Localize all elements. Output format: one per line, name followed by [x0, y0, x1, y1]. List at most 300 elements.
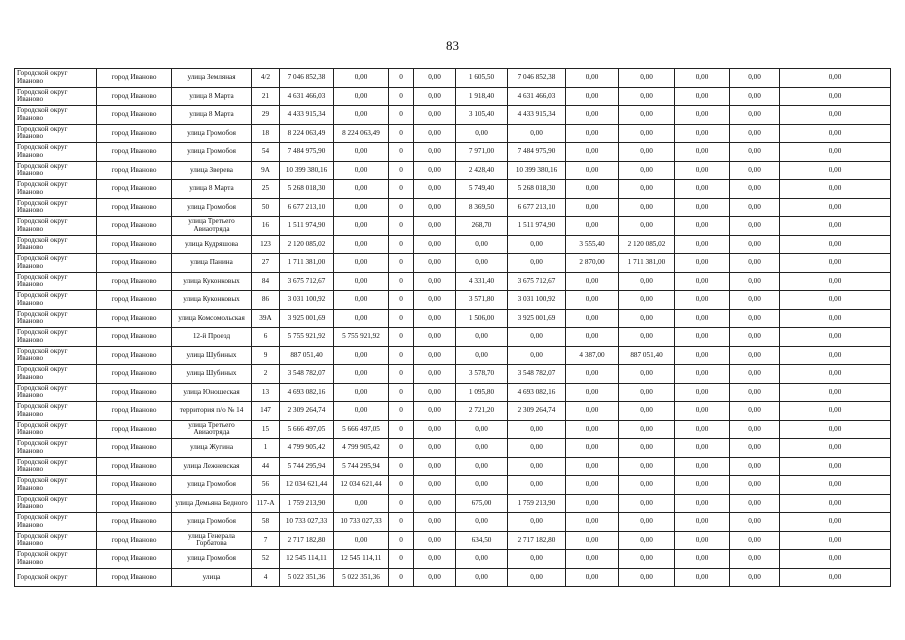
cell-street: улица Громобоя	[172, 550, 252, 569]
cell-cost-g: 0,00	[780, 291, 891, 310]
table-row	[15, 383, 891, 402]
cell-cost-d: 0,00	[619, 272, 675, 291]
cell-total-cost: 3 925 001,69	[280, 309, 334, 328]
cell-cost-e: 0,00	[675, 87, 730, 106]
cell-cost-f: 0,00	[730, 309, 780, 328]
cell-total-cost: 5 666 497,05	[280, 420, 334, 439]
cell-area-d: 0,00	[566, 272, 619, 291]
cell-cost-e: 0,00	[675, 365, 730, 384]
cell-area-c: 0,00	[456, 550, 508, 569]
cell-house-number: 1	[252, 439, 280, 458]
cell-street: улица Шубиных	[172, 346, 252, 365]
cell-cost-d: 0,00	[619, 568, 675, 587]
cell-cost-b: 0,00	[414, 309, 456, 328]
cell-municipality: Городской округ Иваново	[15, 476, 97, 495]
cell-street: улица Громобоя	[172, 124, 252, 143]
cell-cost-f: 0,00	[730, 124, 780, 143]
cell-area-c: 0,00	[456, 457, 508, 476]
cell-municipality: Городской округ Иваново	[15, 124, 97, 143]
cell-cost-b: 0,00	[414, 420, 456, 439]
cell-street: улица Громобоя	[172, 143, 252, 162]
cell-house-number: 4/2	[252, 69, 280, 88]
cell-settlement: город Иваново	[97, 568, 172, 587]
cell-area-c: 1 918,40	[456, 87, 508, 106]
cell-total-cost: 4 433 915,34	[280, 106, 334, 125]
cell-settlement: город Иваново	[97, 180, 172, 199]
cell-cost-g: 0,00	[780, 420, 891, 439]
table-row	[15, 87, 891, 106]
cell-count-a: 0	[389, 568, 414, 587]
cell-area-d: 0,00	[566, 439, 619, 458]
cell-cost-a: 0,00	[334, 309, 389, 328]
cell-municipality: Городской округ Иваново	[15, 420, 97, 439]
cell-total-cost: 8 224 063,49	[280, 124, 334, 143]
cell-cost-e: 0,00	[675, 272, 730, 291]
cell-cost-b: 0,00	[414, 383, 456, 402]
cell-cost-a: 0,00	[334, 365, 389, 384]
cell-cost-c: 0,00	[508, 457, 566, 476]
cell-count-a: 0	[389, 291, 414, 310]
cell-cost-g: 0,00	[780, 439, 891, 458]
cell-area-d: 0,00	[566, 457, 619, 476]
cell-cost-g: 0,00	[780, 272, 891, 291]
cell-cost-a: 0,00	[334, 254, 389, 273]
cell-count-a: 0	[389, 494, 414, 513]
cell-area-d: 0,00	[566, 291, 619, 310]
cell-cost-f: 0,00	[730, 476, 780, 495]
cell-count-a: 0	[389, 531, 414, 550]
cell-cost-f: 0,00	[730, 180, 780, 199]
cell-cost-c: 4 693 082,16	[508, 383, 566, 402]
cell-cost-e: 0,00	[675, 161, 730, 180]
cell-cost-c: 2 717 182,80	[508, 531, 566, 550]
cell-cost-e: 0,00	[675, 402, 730, 421]
cell-cost-g: 0,00	[780, 87, 891, 106]
cell-count-a: 0	[389, 420, 414, 439]
cell-cost-g: 0,00	[780, 457, 891, 476]
cell-cost-e: 0,00	[675, 346, 730, 365]
table-row	[15, 291, 891, 310]
cell-municipality: Городской округ Иваново	[15, 402, 97, 421]
cell-municipality: Городской округ Иваново	[15, 328, 97, 347]
cell-cost-c: 4 433 915,34	[508, 106, 566, 125]
cell-cost-c: 0,00	[508, 235, 566, 254]
cell-house-number: 44	[252, 457, 280, 476]
cell-count-a: 0	[389, 309, 414, 328]
cell-cost-g: 0,00	[780, 309, 891, 328]
cell-street: улица Земляная	[172, 69, 252, 88]
cell-street: улица Куконковых	[172, 272, 252, 291]
cell-area-c: 3 571,80	[456, 291, 508, 310]
cell-cost-b: 0,00	[414, 254, 456, 273]
cell-cost-d: 0,00	[619, 198, 675, 217]
cell-cost-d: 0,00	[619, 161, 675, 180]
cell-municipality: Городской округ	[15, 568, 97, 587]
cell-area-d: 0,00	[566, 568, 619, 587]
cell-municipality: Городской округ Иваново	[15, 383, 97, 402]
table-row	[15, 180, 891, 199]
cell-area-c: 634,50	[456, 531, 508, 550]
cell-cost-g: 0,00	[780, 143, 891, 162]
cell-total-cost: 12 034 621,44	[280, 476, 334, 495]
cell-count-a: 0	[389, 550, 414, 569]
cell-cost-d: 0,00	[619, 402, 675, 421]
cell-count-a: 0	[389, 180, 414, 199]
cell-cost-e: 0,00	[675, 383, 730, 402]
cell-cost-c: 2 309 264,74	[508, 402, 566, 421]
cell-area-d: 0,00	[566, 69, 619, 88]
cell-count-a: 0	[389, 476, 414, 495]
cell-total-cost: 1 511 974,90	[280, 217, 334, 236]
cell-area-d: 0,00	[566, 531, 619, 550]
cell-street: улица Громобоя	[172, 476, 252, 495]
table-row	[15, 69, 891, 88]
cell-cost-g: 0,00	[780, 383, 891, 402]
cell-municipality: Городской округ Иваново	[15, 180, 97, 199]
cell-cost-e: 0,00	[675, 180, 730, 199]
cell-street: улица Громобоя	[172, 513, 252, 532]
cell-street: улица	[172, 568, 252, 587]
cell-cost-e: 0,00	[675, 494, 730, 513]
cell-area-c: 0,00	[456, 328, 508, 347]
cell-street: улица Жугина	[172, 439, 252, 458]
cell-cost-e: 0,00	[675, 217, 730, 236]
cell-cost-f: 0,00	[730, 328, 780, 347]
cell-settlement: город Иваново	[97, 106, 172, 125]
cell-area-c: 8 369,50	[456, 198, 508, 217]
table-row	[15, 420, 891, 439]
cell-house-number: 13	[252, 383, 280, 402]
cell-municipality: Городской округ Иваново	[15, 235, 97, 254]
cell-cost-e: 0,00	[675, 457, 730, 476]
cell-cost-b: 0,00	[414, 143, 456, 162]
cell-area-c: 0,00	[456, 420, 508, 439]
cell-cost-f: 0,00	[730, 365, 780, 384]
cell-cost-a: 0,00	[334, 161, 389, 180]
cell-area-d: 0,00	[566, 420, 619, 439]
cell-cost-d: 0,00	[619, 420, 675, 439]
cell-cost-b: 0,00	[414, 568, 456, 587]
cell-house-number: 39А	[252, 309, 280, 328]
cell-cost-a: 8 224 063,49	[334, 124, 389, 143]
cell-settlement: город Иваново	[97, 143, 172, 162]
cell-cost-b: 0,00	[414, 106, 456, 125]
cell-cost-f: 0,00	[730, 457, 780, 476]
cell-area-d: 0,00	[566, 180, 619, 199]
cell-settlement: город Иваново	[97, 420, 172, 439]
cell-street: улица Куконковых	[172, 291, 252, 310]
cell-area-d: 0,00	[566, 309, 619, 328]
table-row	[15, 217, 891, 236]
cell-house-number: 9А	[252, 161, 280, 180]
cell-cost-e: 0,00	[675, 531, 730, 550]
cell-total-cost: 10 733 027,33	[280, 513, 334, 532]
cell-cost-a: 5 666 497,05	[334, 420, 389, 439]
cell-settlement: город Иваново	[97, 531, 172, 550]
cell-street: 12-й Проезд	[172, 328, 252, 347]
cell-cost-f: 0,00	[730, 420, 780, 439]
cell-cost-f: 0,00	[730, 550, 780, 569]
cell-total-cost: 4 799 905,42	[280, 439, 334, 458]
cell-count-a: 0	[389, 254, 414, 273]
cell-house-number: 58	[252, 513, 280, 532]
cell-settlement: город Иваново	[97, 198, 172, 217]
cell-total-cost: 12 545 114,11	[280, 550, 334, 569]
cell-total-cost: 7 484 975,90	[280, 143, 334, 162]
cell-count-a: 0	[389, 106, 414, 125]
cell-municipality: Городской округ Иваново	[15, 254, 97, 273]
cell-house-number: 84	[252, 272, 280, 291]
cell-house-number: 7	[252, 531, 280, 550]
cell-cost-g: 0,00	[780, 568, 891, 587]
cell-cost-d: 0,00	[619, 513, 675, 532]
table-row	[15, 106, 891, 125]
cell-house-number: 16	[252, 217, 280, 236]
cell-street: улица Панина	[172, 254, 252, 273]
cell-settlement: город Иваново	[97, 309, 172, 328]
cell-cost-f: 0,00	[730, 235, 780, 254]
cell-cost-c: 7 046 852,38	[508, 69, 566, 88]
cell-cost-g: 0,00	[780, 217, 891, 236]
cell-cost-e: 0,00	[675, 254, 730, 273]
cell-total-cost: 5 268 018,30	[280, 180, 334, 199]
cell-area-c: 0,00	[456, 476, 508, 495]
cell-area-c: 0,00	[456, 124, 508, 143]
cell-count-a: 0	[389, 346, 414, 365]
cell-area-d: 0,00	[566, 383, 619, 402]
cell-cost-f: 0,00	[730, 161, 780, 180]
cell-area-c: 0,00	[456, 346, 508, 365]
cell-settlement: город Иваново	[97, 365, 172, 384]
cell-count-a: 0	[389, 513, 414, 532]
cell-house-number: 50	[252, 198, 280, 217]
cell-house-number: 18	[252, 124, 280, 143]
cell-cost-f: 0,00	[730, 531, 780, 550]
table-row	[15, 513, 891, 532]
cell-area-d: 4 387,00	[566, 346, 619, 365]
cell-area-d: 0,00	[566, 217, 619, 236]
cell-settlement: город Иваново	[97, 272, 172, 291]
cell-area-c: 0,00	[456, 568, 508, 587]
table-row	[15, 531, 891, 550]
cell-area-c: 0,00	[456, 254, 508, 273]
table-row	[15, 143, 891, 162]
cell-settlement: город Иваново	[97, 457, 172, 476]
cell-count-a: 0	[389, 439, 414, 458]
cell-cost-e: 0,00	[675, 328, 730, 347]
cell-settlement: город Иваново	[97, 476, 172, 495]
table-row	[15, 365, 891, 384]
cell-area-d: 0,00	[566, 328, 619, 347]
cell-cost-b: 0,00	[414, 198, 456, 217]
table-row	[15, 476, 891, 495]
cell-cost-a: 5 744 295,94	[334, 457, 389, 476]
cell-cost-b: 0,00	[414, 513, 456, 532]
cell-area-c: 0,00	[456, 235, 508, 254]
cell-cost-c: 0,00	[508, 254, 566, 273]
cell-cost-c: 1 759 213,90	[508, 494, 566, 513]
cell-cost-e: 0,00	[675, 309, 730, 328]
cell-count-a: 0	[389, 457, 414, 476]
cell-cost-d: 0,00	[619, 383, 675, 402]
cell-area-d: 0,00	[566, 198, 619, 217]
cell-street: улица Шубиных	[172, 365, 252, 384]
table-row	[15, 235, 891, 254]
cell-count-a: 0	[389, 272, 414, 291]
cell-street: территория п/о № 14	[172, 402, 252, 421]
cell-street: улица Зверева	[172, 161, 252, 180]
cell-cost-e: 0,00	[675, 69, 730, 88]
cell-cost-b: 0,00	[414, 87, 456, 106]
cell-cost-d: 0,00	[619, 87, 675, 106]
cell-count-a: 0	[389, 402, 414, 421]
cell-house-number: 123	[252, 235, 280, 254]
cell-cost-c: 0,00	[508, 124, 566, 143]
cell-street: улица Лежневская	[172, 457, 252, 476]
cell-street: улица Громобоя	[172, 198, 252, 217]
cell-area-c: 3 105,40	[456, 106, 508, 125]
cell-total-cost: 10 399 380,16	[280, 161, 334, 180]
cell-house-number: 86	[252, 291, 280, 310]
cell-total-cost: 5 755 921,92	[280, 328, 334, 347]
table-row	[15, 309, 891, 328]
cell-municipality: Городской округ Иваново	[15, 161, 97, 180]
cell-cost-a: 5 022 351,36	[334, 568, 389, 587]
cell-cost-c: 0,00	[508, 346, 566, 365]
table-row	[15, 568, 891, 587]
cell-area-c: 2 428,40	[456, 161, 508, 180]
cell-cost-f: 0,00	[730, 69, 780, 88]
cell-cost-c: 0,00	[508, 513, 566, 532]
cell-cost-a: 0,00	[334, 494, 389, 513]
cell-cost-c: 0,00	[508, 476, 566, 495]
cell-house-number: 15	[252, 420, 280, 439]
cell-cost-b: 0,00	[414, 180, 456, 199]
cell-cost-b: 0,00	[414, 476, 456, 495]
cell-cost-e: 0,00	[675, 235, 730, 254]
cell-cost-f: 0,00	[730, 439, 780, 458]
table-body	[15, 69, 891, 587]
cell-area-d: 0,00	[566, 513, 619, 532]
cell-count-a: 0	[389, 365, 414, 384]
cell-cost-d: 0,00	[619, 124, 675, 143]
table-row	[15, 254, 891, 273]
cell-cost-d: 0,00	[619, 550, 675, 569]
table-row	[15, 346, 891, 365]
table-row	[15, 457, 891, 476]
cell-cost-b: 0,00	[414, 235, 456, 254]
cell-cost-d: 0,00	[619, 494, 675, 513]
cell-cost-g: 0,00	[780, 476, 891, 495]
cell-settlement: город Иваново	[97, 217, 172, 236]
cell-total-cost: 2 717 182,80	[280, 531, 334, 550]
cell-cost-g: 0,00	[780, 69, 891, 88]
cell-area-d: 0,00	[566, 106, 619, 125]
cell-cost-c: 0,00	[508, 568, 566, 587]
cell-area-d: 2 870,00	[566, 254, 619, 273]
cell-municipality: Городской округ Иваново	[15, 531, 97, 550]
cell-count-a: 0	[389, 217, 414, 236]
page-number: 83	[446, 38, 459, 53]
cell-area-c: 268,70	[456, 217, 508, 236]
cell-area-d: 0,00	[566, 124, 619, 143]
cell-municipality: Городской округ Иваново	[15, 272, 97, 291]
cell-cost-d: 0,00	[619, 328, 675, 347]
cell-cost-b: 0,00	[414, 531, 456, 550]
cell-area-c: 0,00	[456, 439, 508, 458]
cell-cost-f: 0,00	[730, 383, 780, 402]
cell-area-d: 0,00	[566, 550, 619, 569]
cell-cost-f: 0,00	[730, 346, 780, 365]
cell-cost-a: 0,00	[334, 531, 389, 550]
cell-cost-a: 0,00	[334, 346, 389, 365]
cell-cost-d: 0,00	[619, 106, 675, 125]
cell-cost-a: 0,00	[334, 106, 389, 125]
cell-cost-d: 0,00	[619, 309, 675, 328]
cell-house-number: 54	[252, 143, 280, 162]
cell-count-a: 0	[389, 69, 414, 88]
cell-street: улица Третьего Авиаотряда	[172, 420, 252, 439]
cell-cost-f: 0,00	[730, 494, 780, 513]
cell-area-d: 0,00	[566, 402, 619, 421]
cell-settlement: город Иваново	[97, 402, 172, 421]
cell-total-cost: 4 693 082,16	[280, 383, 334, 402]
cell-cost-f: 0,00	[730, 143, 780, 162]
cell-area-c: 5 749,40	[456, 180, 508, 199]
cell-area-d: 0,00	[566, 476, 619, 495]
cell-cost-b: 0,00	[414, 69, 456, 88]
cell-cost-e: 0,00	[675, 198, 730, 217]
cell-area-d: 0,00	[566, 365, 619, 384]
cell-total-cost: 7 046 852,38	[280, 69, 334, 88]
cell-cost-g: 0,00	[780, 531, 891, 550]
cell-area-d: 0,00	[566, 143, 619, 162]
table-row	[15, 550, 891, 569]
cell-area-c: 1 605,50	[456, 69, 508, 88]
cell-count-a: 0	[389, 235, 414, 254]
cell-cost-g: 0,00	[780, 513, 891, 532]
cell-cost-a: 0,00	[334, 217, 389, 236]
cell-municipality: Городской округ Иваново	[15, 550, 97, 569]
cell-municipality: Городской округ Иваново	[15, 439, 97, 458]
table-row	[15, 439, 891, 458]
cell-cost-e: 0,00	[675, 513, 730, 532]
cell-cost-d: 2 120 085,02	[619, 235, 675, 254]
cell-cost-c: 3 925 001,69	[508, 309, 566, 328]
cell-count-a: 0	[389, 328, 414, 347]
cell-cost-c: 0,00	[508, 328, 566, 347]
cell-area-d: 0,00	[566, 87, 619, 106]
cell-cost-g: 0,00	[780, 402, 891, 421]
cell-count-a: 0	[389, 161, 414, 180]
cell-cost-e: 0,00	[675, 476, 730, 495]
cell-area-d: 0,00	[566, 494, 619, 513]
cell-cost-e: 0,00	[675, 143, 730, 162]
cell-cost-d: 0,00	[619, 291, 675, 310]
cell-total-cost: 6 677 213,10	[280, 198, 334, 217]
cell-cost-e: 0,00	[675, 420, 730, 439]
cell-cost-a: 0,00	[334, 272, 389, 291]
cell-settlement: город Иваново	[97, 291, 172, 310]
cell-settlement: город Иваново	[97, 346, 172, 365]
cell-municipality: Городской округ Иваново	[15, 198, 97, 217]
cell-cost-d: 0,00	[619, 365, 675, 384]
cell-cost-f: 0,00	[730, 254, 780, 273]
cell-cost-g: 0,00	[780, 328, 891, 347]
cell-cost-b: 0,00	[414, 439, 456, 458]
cell-cost-a: 0,00	[334, 87, 389, 106]
cell-cost-b: 0,00	[414, 365, 456, 384]
